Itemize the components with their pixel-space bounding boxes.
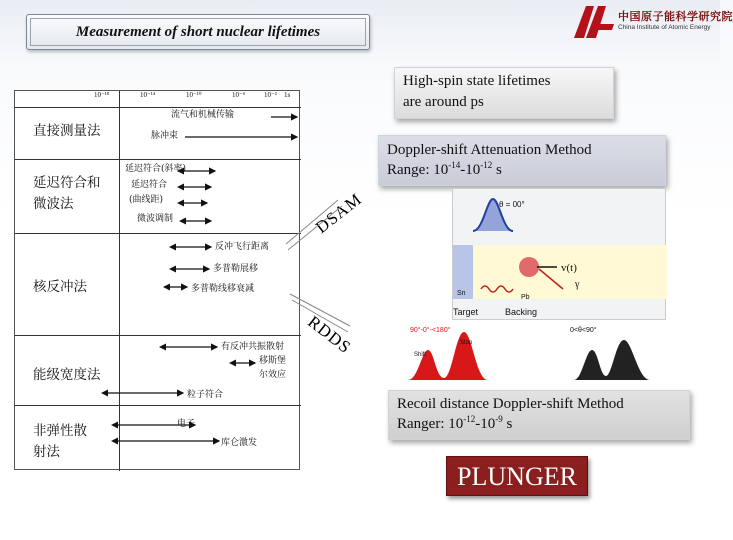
category-inelastic: 非弹性散射法 [33,423,87,460]
method-label: 尔效应 [259,370,287,380]
category-recoil: 核反冲法 [33,279,87,295]
category-delayed: 延迟符合和微波法 [33,175,101,212]
logo-mark [574,6,614,38]
method-label: 电子 [177,419,196,429]
method-brackets [280,196,390,336]
method-label: 多普勒展移 [213,264,259,274]
method-label: 延迟符合(斜率) [125,164,187,174]
method-label: 延迟符合 [131,180,168,190]
spectrum-shift: Shift [414,352,427,358]
high-spin-callout [394,67,614,119]
plunger-button[interactable]: PLUNGER [446,456,588,496]
method-label: 反冲飞行距离 [215,242,270,252]
dsam-schematic-drawing [453,189,667,321]
rdds-spectra-drawing [404,320,696,386]
method-label: 移斯堡 [259,356,287,366]
method-label: 脉冲束 [151,131,179,141]
schematic-gamma: γ [575,279,580,290]
dsam-label: DSAM [312,189,366,237]
rdds-range-mid: -10 [475,416,496,432]
title-box [26,14,370,50]
tick-label: 10⁻⁶ [232,91,246,99]
slide-title: Measurement of short nuclear lifetimes [30,18,366,46]
dsam-title: Doppler-shift Attenuation Method [387,142,592,158]
method-label: 粒子符合 [187,390,224,400]
spectrum-right-header: 0<θ<90° [570,327,597,334]
spectrum-left-header: 90°-0°-<180° [410,327,451,334]
logo-name-en: China Institute of Atomic Energy [618,24,711,31]
schematic-pb: Pb [521,294,530,301]
rdds-spectra [404,320,696,386]
method-label: 有反冲共振散射 [221,342,285,352]
schematic-theta: θ = 00° [499,200,525,209]
schematic-v: v(t) [561,262,577,274]
rdds-range-exp1: -12 [463,414,476,424]
dsam-range-exp1: -14 [448,160,461,170]
high-spin-line2: are around ps [403,94,484,110]
dsam-range-mid: -10 [460,162,481,178]
dsam-range-prefix: Range: 10 [387,162,449,178]
dsam-range [387,160,657,180]
tick-label: 10⁻¹⁰ [186,91,202,99]
rdds-range-exp2: -9 [495,414,503,424]
dsam-range-suffix: s [492,162,502,178]
rdds-range [397,414,681,434]
chart-tick-labels [14,90,300,104]
dsam-range-exp2: -12 [480,160,493,170]
rdds-title: Recoil distance Doppler-shift Method [397,396,624,412]
spectrum-stop: Stop [460,340,473,346]
method-label: 多普勒线移衰减 [191,284,255,294]
method-label: (曲线距) [129,195,164,205]
method-label: 库仑激发 [221,438,258,448]
rdds-callout [388,390,690,440]
method-label: 流气和机械传输 [171,110,235,120]
tick-label: 10⁻¹⁸ [94,91,110,99]
schematic-target: Target [453,307,479,317]
logo-name-cn: 中国原子能科学研究院 [618,10,733,23]
category-direct: 直接测量法 [33,123,101,139]
rdds-range-prefix: Ranger: 10 [397,416,464,432]
tick-label: 10⁻¹⁴ [140,91,156,99]
dsam-callout [378,135,666,186]
tick-label: 1s [284,91,291,99]
method-label: 微波调制 [137,214,174,224]
high-spin-line1: High-spin state lifetimes [403,73,551,89]
tick-label: 10⁻² [264,91,277,99]
lifetime-methods-chart [14,90,300,470]
range-arrows [15,91,301,471]
schematic-sn: Sn [457,290,466,297]
schematic-backing: Backing [505,307,538,317]
dsam-schematic [452,188,666,320]
rdds-range-suffix: s [502,416,513,432]
category-width: 能级宽度法 [33,367,101,383]
rdds-label: RDDS [304,312,355,358]
